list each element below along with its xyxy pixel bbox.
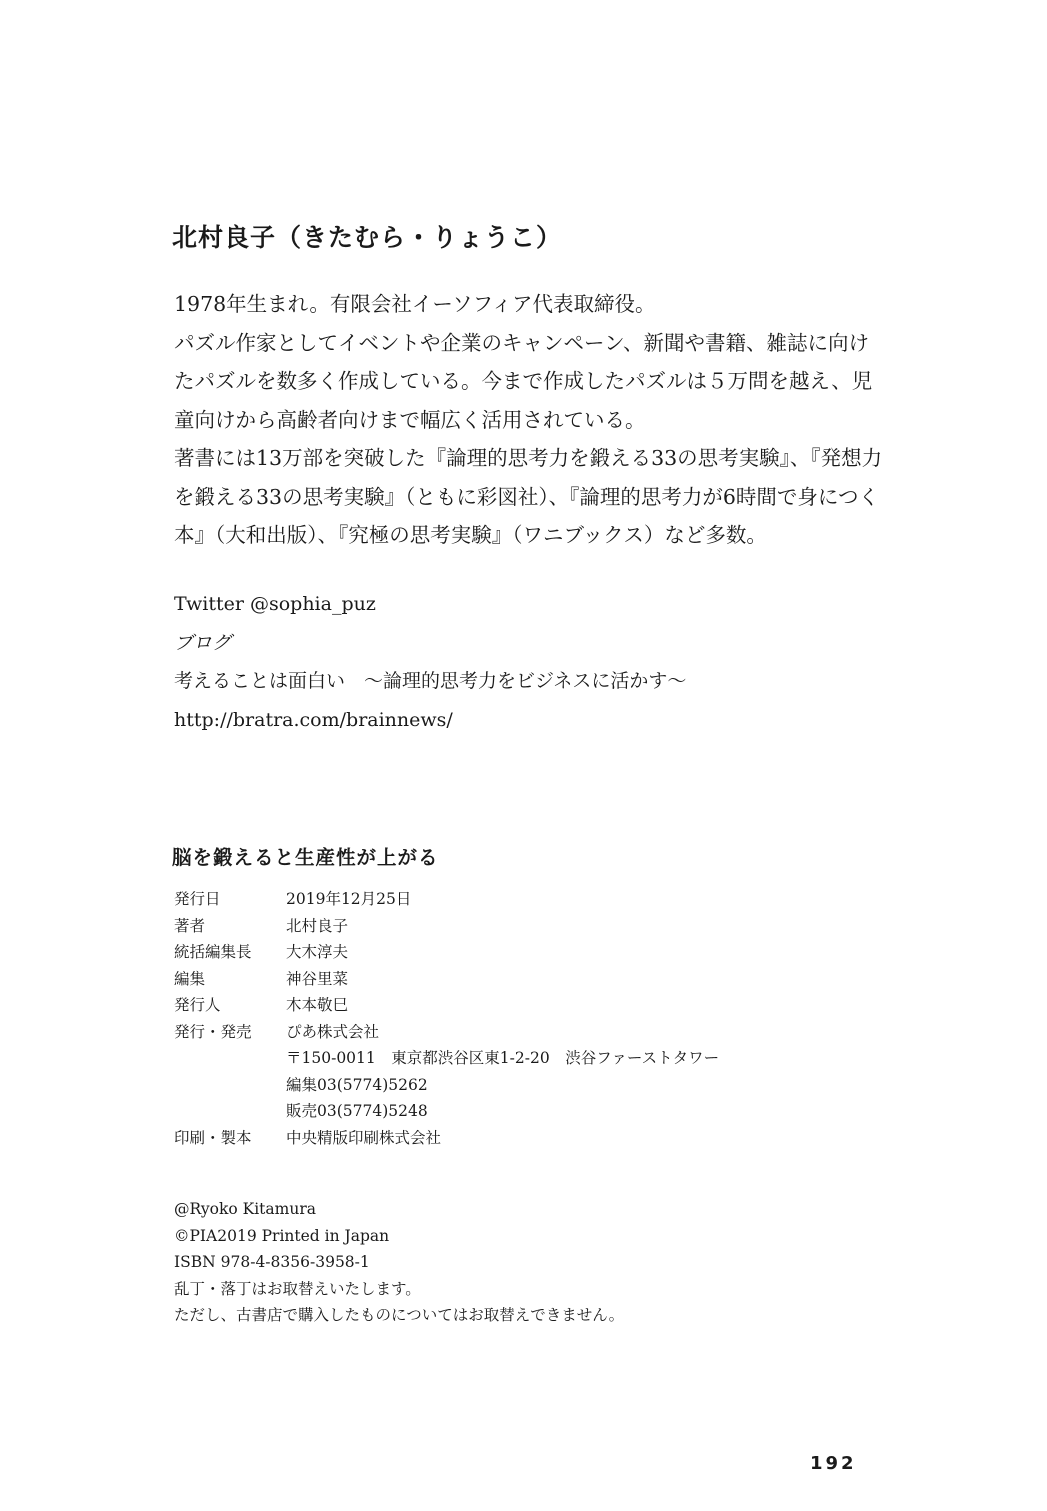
blog-title: 考えることは面白い 〜論理的思考力をビジネスに活かす〜 bbox=[174, 670, 687, 692]
colophon-row bbox=[174, 1125, 934, 1152]
colophon-table bbox=[174, 886, 934, 1151]
twitter-handle: Twitter @sophia_puz bbox=[174, 593, 376, 615]
colophon-label: 発行人 bbox=[174, 996, 221, 1014]
replacement-exception: ただし、古書店で購入したものについてはお取替えできません。 bbox=[174, 1306, 625, 1324]
page-number: 192 bbox=[810, 1453, 857, 1474]
author-bio bbox=[174, 285, 924, 555]
blog-label: ブログ bbox=[174, 631, 232, 654]
bio-line: を鍛える33の思考実験』（ともに彩図社）、『論理的思考力が6時間で身につく bbox=[174, 484, 879, 509]
colophon-label bbox=[174, 1072, 286, 1099]
colophon-label: 編集 bbox=[174, 969, 206, 988]
bio-line: 著書には13万部を突破した『論理的思考力を鍛える33の思考実験』、『発想力 bbox=[174, 446, 883, 470]
colophon-label bbox=[174, 1045, 286, 1072]
colophon-value: ぴあ株式会社 bbox=[286, 1022, 380, 1041]
bio-line: 1978年生まれ。有限会社イーソフィア代表取締役。 bbox=[174, 292, 656, 316]
colophon-value: 北村良子 bbox=[286, 916, 349, 935]
colophon-label: 著者 bbox=[174, 916, 206, 935]
colophon-value: 販売03(5774)5248 bbox=[286, 1102, 428, 1120]
colophon-label: 統括編集長 bbox=[174, 943, 252, 961]
colophon-value: 神谷里菜 bbox=[286, 969, 349, 988]
colophon-row bbox=[174, 992, 934, 1019]
colophon-row bbox=[174, 1072, 934, 1099]
colophon-label bbox=[174, 1098, 286, 1125]
colophon-row bbox=[174, 913, 934, 940]
colophon-value: 大木淳夫 bbox=[286, 943, 349, 961]
bio-line: 童向けから高齢者向けまで幅広く活用されている。 bbox=[174, 407, 646, 432]
colophon-value: 中央精版印刷株式会社 bbox=[286, 1128, 442, 1147]
author-links bbox=[174, 585, 924, 739]
bio-line: たパズルを数多く作成している。今まで作成したパズルは５万問を越え、児 bbox=[174, 369, 873, 393]
colophon-value: 木本敬巳 bbox=[286, 996, 349, 1014]
author-heading: 北村良子（きたむら・りょうこ） bbox=[172, 223, 563, 252]
colophon-row bbox=[174, 966, 934, 993]
colophon-row bbox=[174, 1098, 934, 1125]
colophon-row bbox=[174, 939, 934, 966]
colophon-label: 印刷・製本 bbox=[174, 1128, 252, 1147]
colophon-row bbox=[174, 886, 934, 913]
copyright-block bbox=[174, 1196, 934, 1329]
copyright-line: ©PIA2019 Printed in Japan bbox=[174, 1226, 390, 1245]
colophon-row bbox=[174, 1019, 934, 1046]
copyright-line: @Ryoko Kitamura bbox=[174, 1200, 316, 1218]
bio-line: 本』（大和出版）、『究極の思考実験』（ワニブックス）など多数。 bbox=[174, 523, 767, 547]
colophon-label: 発行日 bbox=[174, 890, 221, 908]
bio-line: パズル作家としてイベントや企業のキャンペーン、新聞や書籍、雑誌に向け bbox=[174, 330, 869, 355]
blog-url: http://bratra.com/brainnews/ bbox=[174, 708, 453, 731]
replacement-notice: 乱丁・落丁はお取替えいたします。 bbox=[174, 1279, 421, 1298]
colophon-value: 2019年12月25日 bbox=[286, 890, 412, 908]
book-title: 脳を鍛えると生産性が上がる bbox=[172, 846, 439, 869]
colophon-value: 編集03(5774)5262 bbox=[286, 1075, 428, 1094]
colophon-label: 発行・発売 bbox=[174, 1022, 252, 1041]
isbn: ISBN 978-4-8356-3958-1 bbox=[174, 1253, 370, 1271]
colophon-row bbox=[174, 1045, 934, 1072]
colophon-value: 〒150-0011 東京都渋谷区東1-2-20 渋谷ファーストタワー bbox=[286, 1049, 720, 1067]
